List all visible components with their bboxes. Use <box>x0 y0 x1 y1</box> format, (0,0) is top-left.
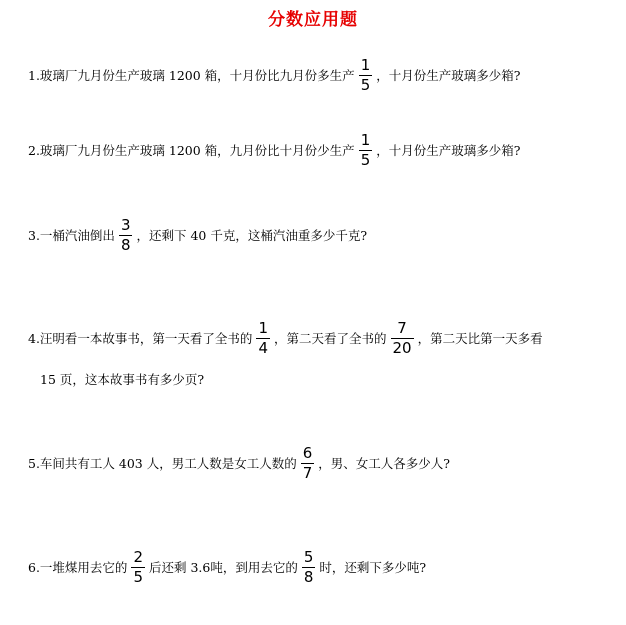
problem-5-text-pre: 5.车间共有工人 403 人，男工人数是女工人数的 <box>28 456 297 471</box>
problem-4-fraction-1 <box>256 320 270 357</box>
fraction-denominator: 8 <box>120 235 131 254</box>
fraction-numerator: 5 <box>303 547 314 566</box>
problem-1-text-pre: 1.玻璃厂九月份生产玻璃 1200 箱，十月份比九月份多生产 <box>28 68 355 83</box>
fraction-numerator: 1 <box>360 55 371 74</box>
problem-2-text-post: ，十月份生产玻璃多少箱? <box>376 143 521 158</box>
fraction-denominator: 5 <box>133 567 143 586</box>
problem-6-text-post: 时，还剩下多少吨? <box>319 560 427 575</box>
problem-3-text-pre: 3.一桶汽油倒出 <box>28 228 115 243</box>
problem-5-fraction <box>301 445 315 482</box>
problem-4-fraction-2 <box>391 320 414 357</box>
problem-3-text-post: ，还剩下 40 千克，这桶汽油重多少千克? <box>136 228 368 243</box>
problem-2-text-pre: 2.玻璃厂九月份生产玻璃 1200 箱，九月份比十月份少生产 <box>28 143 355 158</box>
problem-1-text-post: ，十月份生产玻璃多少箱? <box>376 68 521 83</box>
problem-3 <box>28 215 367 255</box>
problem-2-fraction <box>359 132 373 169</box>
fraction-denominator: 8 <box>303 567 314 586</box>
fraction-numerator: 1 <box>360 130 371 149</box>
problem-6-text-mid: 后还剩 3.6吨，到用去它的 <box>148 560 298 575</box>
fraction-numerator: 2 <box>133 547 143 566</box>
problem-4-text-mid: ，第二天看了全书的 <box>273 331 387 346</box>
problem-4-text-pre: 4.汪明看一本故事书，第一天看了全书的 <box>28 331 253 346</box>
problem-5-text-post: ，男、女工人各多少人? <box>318 456 450 471</box>
fraction-denominator: 5 <box>360 75 371 94</box>
problem-4-text-post: ，第二天比第一天多看 <box>417 331 543 346</box>
problem-1 <box>28 55 520 95</box>
problem-6-text-pre: 6.一堆煤用去它的 <box>28 560 128 575</box>
problem-4-line-2 <box>40 369 204 389</box>
fraction-denominator: 4 <box>258 338 268 357</box>
page-title: 分数应用题 <box>268 10 358 30</box>
problem-6-fraction-1 <box>131 549 145 586</box>
problem-3-fraction <box>119 217 133 254</box>
fraction-numerator: 3 <box>120 215 131 234</box>
problem-6 <box>28 547 426 587</box>
fraction-denominator: 5 <box>360 150 371 169</box>
problem-1-fraction <box>359 57 373 94</box>
problem-4-text-line2: 15 页，这本故事书有多少页? <box>40 372 205 387</box>
fraction-numerator: 6 <box>302 443 313 462</box>
fraction-numerator: 7 <box>397 318 407 337</box>
problem-6-fraction-2 <box>302 549 316 586</box>
problem-4 <box>28 318 543 358</box>
problem-5 <box>28 443 450 483</box>
fraction-denominator: 7 <box>302 463 313 482</box>
problem-2 <box>28 130 520 170</box>
fraction-denominator: 20 <box>392 338 412 357</box>
fraction-numerator: 1 <box>258 318 268 337</box>
